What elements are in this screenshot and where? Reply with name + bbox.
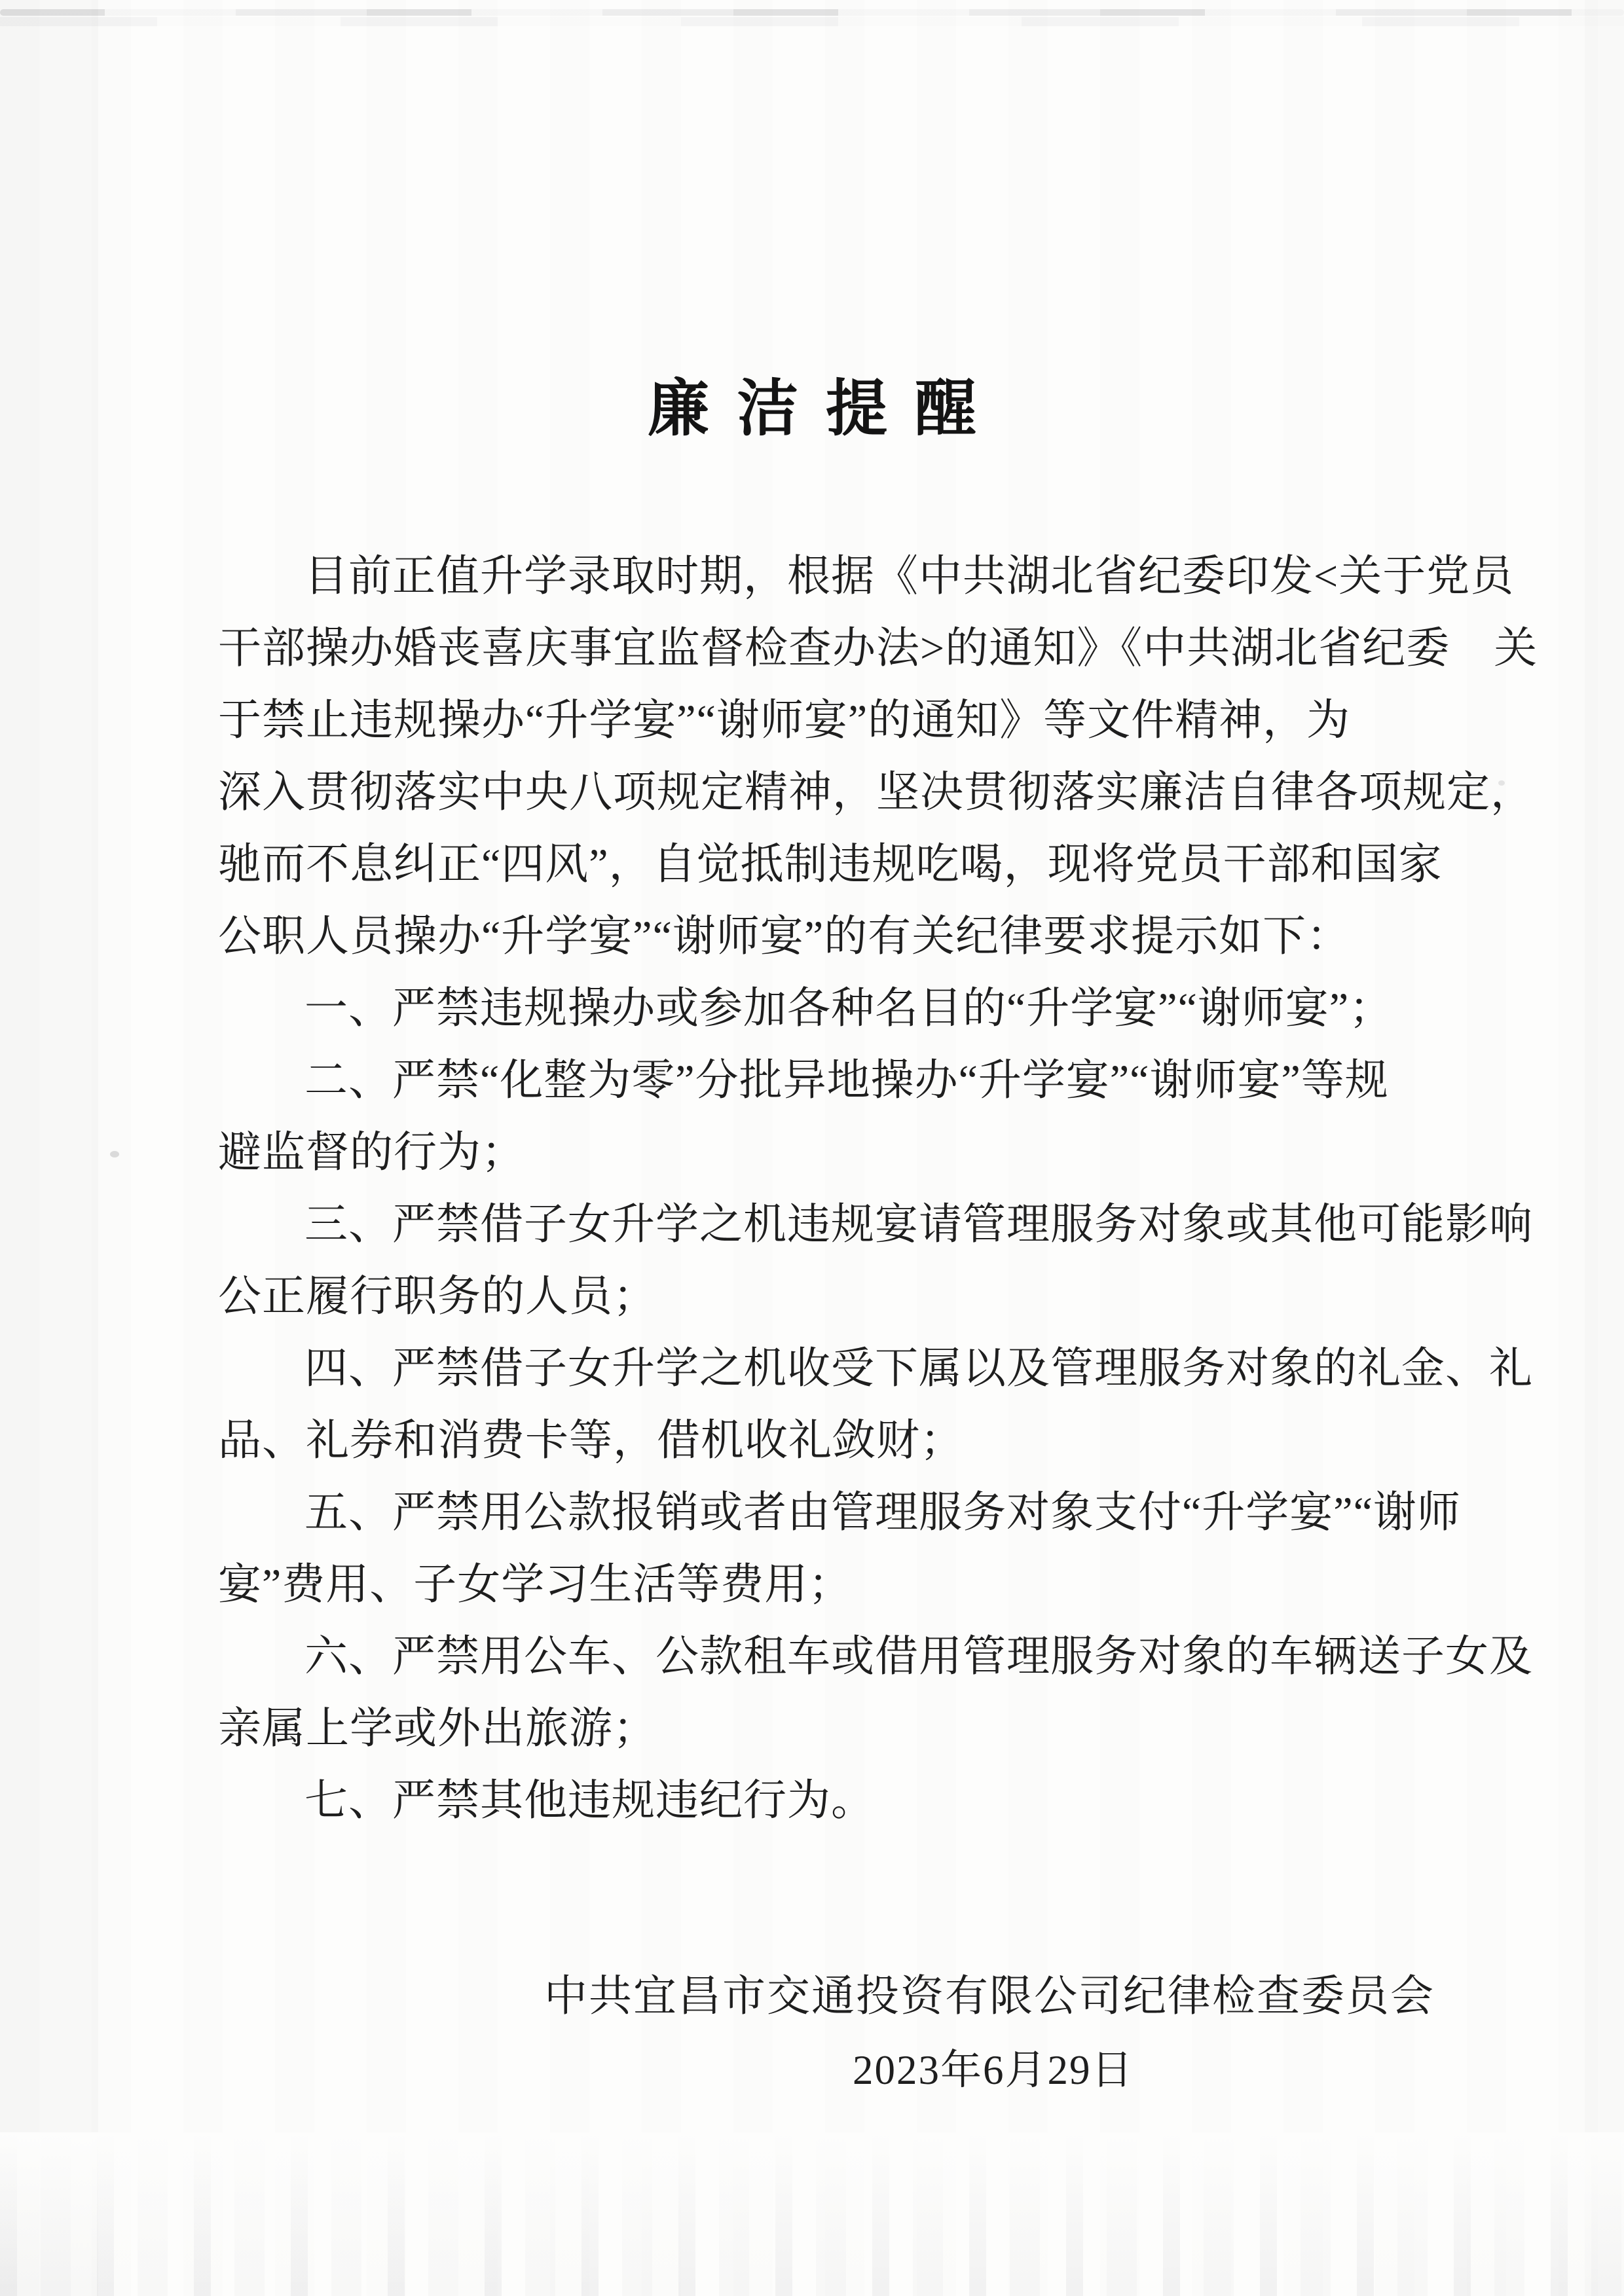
- body-line: 驰而不息纠正“四风”，自觉抵制违规吃喝，现将党员干部和国家: [218, 841, 1443, 888]
- scan-artifact-top-shadow: [0, 17, 1624, 26]
- body-line-item-7: 七、严禁其他违规违纪行为。: [304, 1777, 875, 1825]
- scan-artifact-left-band: [0, 0, 98, 2296]
- body-line: 目前正值升学录取时期，根据《中共湖北省纪委印发<关于党员: [304, 553, 1515, 600]
- document-title: 廉洁提醒: [647, 375, 1004, 443]
- signature-line: 中共宜昌市交通投资有限公司纪律检查委员会: [544, 1973, 1435, 2020]
- date-line: 2023年6月29日: [853, 2047, 1134, 2093]
- body-line-item-4: 四、严禁借子女升学之机收受下属以及管理服务对象的礼金、礼: [304, 1345, 1533, 1393]
- body-line: 公正履行职务的人员；: [218, 1273, 657, 1321]
- body-line: 于禁止违规操办“升学宴”“谢师宴”的通知》等文件精神，为: [218, 697, 1351, 744]
- scan-speck: [110, 1151, 119, 1157]
- body-line: 避监督的行为；: [218, 1129, 525, 1176]
- scan-artifact-top-edge: [0, 9, 1624, 16]
- body-line-item-3: 三、严禁借子女升学之机违规宴请管理服务对象或其他可能影响: [304, 1201, 1533, 1248]
- body-line: 干部操办婚丧喜庆事宜监督检查办法>的通知》《中共湖北省纪委 关: [218, 625, 1538, 672]
- body-line: 宴”费用、子女学习生活等费用；: [218, 1561, 853, 1609]
- scan-artifact-bottom-fade: [0, 2132, 1624, 2296]
- body-line: 亲属上学或外出旅游；: [218, 1705, 657, 1753]
- body-line-item-2: 二、严禁“化整为零”分批异地操办“升学宴”“谢师宴”等规: [304, 1057, 1389, 1104]
- body-line-item-1: 一、严禁违规操办或参加各种名目的“升学宴”“谢师宴”；: [304, 985, 1393, 1032]
- body-line-item-5: 五、严禁用公款报销或者由管理服务对象支付“升学宴”“谢师: [304, 1489, 1461, 1537]
- body-line: 公职人员操办“升学宴”“谢师宴”的有关纪律要求提示如下：: [218, 913, 1351, 960]
- scan-artifact-right-band: [1585, 0, 1624, 2296]
- body-line: 深入贯彻落实中央八项规定精神，坚决贯彻落实廉洁自律各项规定，: [218, 769, 1534, 816]
- body-line-item-6: 六、严禁用公车、公款租车或借用管理服务对象的车辆送子女及: [304, 1633, 1533, 1681]
- body-line: 品、礼券和消费卡等，借机收礼敛财；: [218, 1417, 964, 1465]
- document-body: [218, 541, 1538, 1837]
